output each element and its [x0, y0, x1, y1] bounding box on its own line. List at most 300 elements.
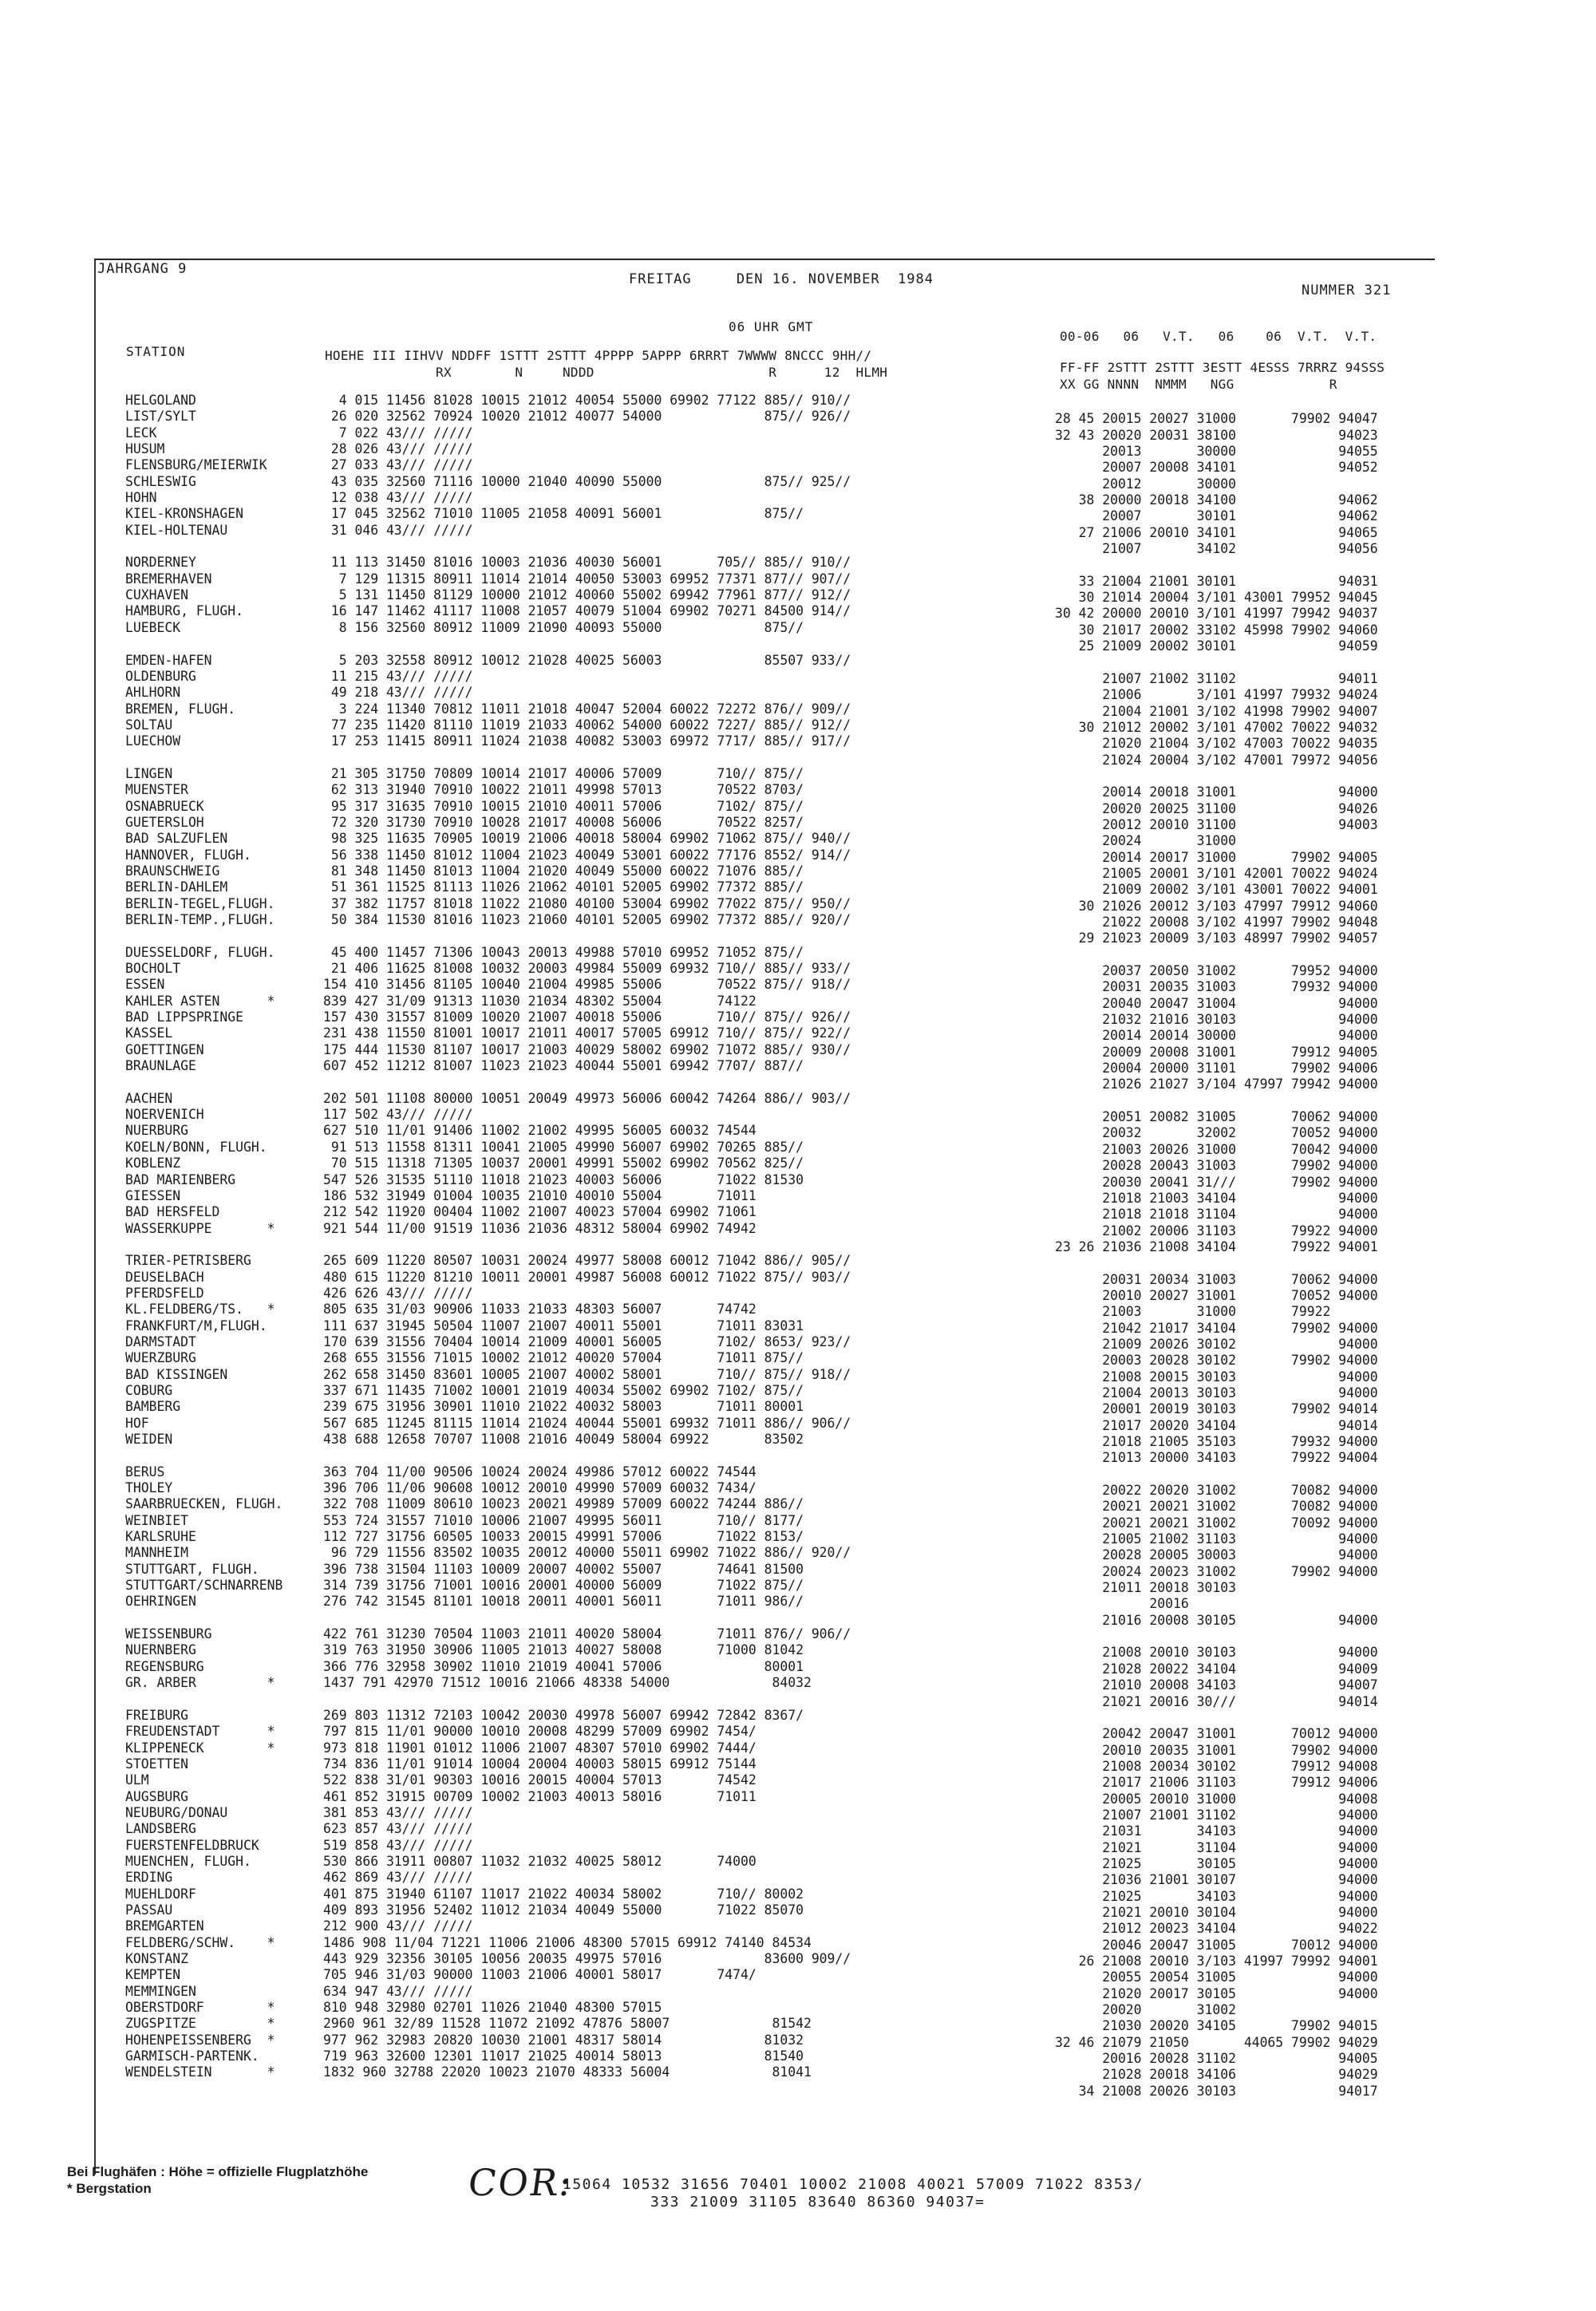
- observation-row: 810 948 32980 02701 11026 21040 48300 57015: [323, 2000, 662, 2016]
- volume-label: JAHRGANG 9: [97, 261, 188, 277]
- station-name: SOLTAU: [125, 717, 173, 733]
- supplementary-row: 21006 3/101 41997 79932 94024: [1055, 687, 1378, 703]
- observation-row: 921 544 11/00 91519 11036 21036 48312 58004 69902 74942: [323, 1220, 757, 1236]
- supplementary-row: 20031 20035 31003 79932 94000: [1055, 979, 1378, 995]
- observation-row: 443 929 32356 30105 10056 20035 49975 57016 83600 909//: [323, 1951, 851, 1966]
- observation-row: 634 947 43/// /////: [323, 1983, 473, 1999]
- station-name: LUEBECK: [125, 619, 181, 635]
- correction-line-1: 15064 10532 31656 70401 10002 21008 40021 57009 71022 8353/: [563, 2176, 1144, 2193]
- station-name: BREMGARTEN: [125, 1918, 204, 1934]
- station-name: KAHLER ASTEN *: [125, 993, 275, 1009]
- observation-row: [323, 928, 851, 944]
- supplementary-row: 21028 20018 34106 94029: [1055, 2067, 1378, 2083]
- supplementary-row: 20014 20014 30000 94000: [1055, 1028, 1378, 1044]
- supplementary-row: [1055, 655, 1378, 671]
- supplementary-row: [1055, 1093, 1378, 1109]
- station-name: BREMERHAVEN: [125, 571, 212, 587]
- supplementary-row: 21003 20026 31000 70042 94000: [1055, 1141, 1378, 1157]
- observation-row: 7 022 43/// /////: [323, 425, 473, 440]
- station-name: ESSEN: [125, 977, 165, 993]
- supplementary-row: 20016 20028 31102 94005: [1055, 2051, 1378, 2067]
- observation-row: 31 046 43/// /////: [323, 522, 473, 538]
- station-name: [125, 636, 282, 652]
- station-name: AHLHORN: [125, 685, 181, 701]
- observation-row: 27 033 43/// /////: [323, 457, 473, 473]
- station-name: FUERSTENFELDBRUCK: [125, 1837, 259, 1853]
- station-name: CUXHAVEN: [125, 587, 188, 603]
- observation-row: 396 706 11/06 90608 10012 20010 49990 57009 60032 7434/: [323, 1480, 757, 1496]
- station-name: BREMEN, FLUGH.: [125, 701, 236, 717]
- station-name: HUSUM: [125, 441, 165, 457]
- supplementary-row: 32 46 21079 21050 44065 79902 94029: [1055, 2034, 1378, 2050]
- observation-row: 21 305 31750 70809 10014 21017 40006 57009 710// 875//: [323, 765, 804, 781]
- observation-row: 530 866 31911 00807 11032 21032 40025 58012 74000: [323, 1853, 757, 1869]
- supplementary-row: 20055 20054 31005 94000: [1055, 1969, 1378, 1985]
- station-name: BAMBERG: [125, 1399, 181, 1415]
- supplementary-row: 20012 30000: [1055, 476, 1236, 492]
- station-name: DARMSTADT: [125, 1333, 196, 1349]
- supplementary-row: 21013 20000 34103 79922 94004: [1055, 1450, 1378, 1466]
- observation-row: 4 015 11456 81028 10015 21012 40054 55000 69902 77122 885// 910//: [323, 393, 851, 408]
- supplementary-row: 21025 30105 94000: [1055, 1855, 1378, 1871]
- station-name: [125, 1610, 282, 1626]
- station-name: BAD LIPPSPRINGE: [125, 1009, 244, 1025]
- supplementary-row: [1055, 1710, 1378, 1726]
- observation-row: 28 026 43/// /////: [323, 441, 473, 457]
- supplementary-row: 21002 20006 31103 79922 94000: [1055, 1223, 1378, 1238]
- station-list: [125, 393, 282, 2081]
- supplementary-row: 20031 20034 31003 70062 94000: [1055, 1271, 1378, 1287]
- station-name: STOETTEN: [125, 1756, 188, 1772]
- footnote-airports: Bei Flughäfen : Höhe = offizielle Flugplatzhöhe: [67, 2164, 369, 2179]
- observation-row: 154 410 31456 81105 10040 21004 49985 55006 70522 875// 918//: [323, 977, 851, 993]
- station-name: LECK: [125, 425, 157, 440]
- supplementary-row: [1055, 1629, 1378, 1645]
- observation-row: 56 338 11450 81012 11004 21023 40049 53001 60022 77176 8552/ 914//: [323, 847, 851, 863]
- supplementary-row: 21009 20026 30102 94000: [1055, 1336, 1378, 1352]
- station-name: HOHENPEISSENBERG *: [125, 2032, 275, 2048]
- station-name: SAARBRUECKEN, FLUGH.: [125, 1496, 283, 1512]
- observation-row: 438 688 12658 70707 11008 21016 40049 58004 69922 83502: [323, 1432, 804, 1447]
- station-name: BRAUNLAGE: [125, 1058, 196, 1074]
- supplementary-row: 20028 20005 30003 94000: [1055, 1547, 1378, 1563]
- observation-row: 719 963 32600 12301 11017 21025 40014 58013 81540: [323, 2048, 804, 2064]
- observation-row: 51 361 11525 81113 11026 21062 40101 52005 69902 77372 885//: [323, 879, 804, 895]
- supplementary-row: 21024 20004 3/102 47001 79972 94056: [1055, 752, 1378, 768]
- station-name: BAD HERSFELD: [125, 1204, 220, 1220]
- observation-row: 705 946 31/03 90000 11003 21006 40001 58017 7474/: [323, 1967, 757, 1983]
- supplementary-row: 20016: [1055, 1596, 1189, 1612]
- observation-row: 111 637 31945 50504 11007 21007 40011 55001 71011 83031: [323, 1317, 804, 1333]
- supplementary-row: 21017 20020 34104 94014: [1055, 1417, 1378, 1433]
- station-name: GUETERSLOH: [125, 814, 204, 830]
- observation-row: 462 869 43/// /////: [323, 1870, 473, 1886]
- supplementary-row: 21004 20013 30103 94000: [1055, 1385, 1378, 1400]
- observation-row: 276 742 31545 81101 10018 20011 40001 56011 71011 986//: [323, 1594, 804, 1610]
- station-name: COBURG: [125, 1382, 173, 1398]
- supplementary-row: [1055, 768, 1378, 784]
- station-name: BRAUNSCHWEIG: [125, 863, 220, 879]
- observation-row: 734 836 11/01 91014 10004 20004 40003 58015 69912 75144: [323, 1756, 757, 1772]
- supplementary-row: 21018 21018 31104 94000: [1055, 1207, 1378, 1223]
- observation-row: 175 444 11530 81107 10017 21003 40029 58002 69902 71072 885// 930//: [323, 1041, 851, 1057]
- supplementary-row: 20037 20050 31002 79952 94000: [1055, 963, 1378, 979]
- observation-row: 186 532 31949 01004 10035 21010 40010 55004 71011: [323, 1187, 757, 1203]
- supplementary-row: 20028 20043 31003 79902 94000: [1055, 1158, 1378, 1174]
- observation-row: 91 513 11558 81311 10041 21005 49990 56007 69902 70265 885//: [323, 1139, 804, 1155]
- observation-row: 553 724 31557 71010 10006 21007 49995 56011 710// 8177/: [323, 1512, 804, 1528]
- supplementary-row: 21028 20022 34104 94009: [1055, 1661, 1378, 1677]
- station-name: LINGEN: [125, 765, 173, 781]
- supplementary-row: 25 21009 20002 30101 94059: [1055, 638, 1378, 654]
- supplementary-row: 20051 20082 31005 70062 94000: [1055, 1109, 1378, 1125]
- station-name: OSNABRUECK: [125, 798, 204, 814]
- observation-row: 322 708 11009 80610 10023 20021 49989 57009 60022 74244 886//: [323, 1496, 804, 1512]
- right-column-header-1: FF-FF 2STTT 2STTT 3ESTT 4ESSS 7RRRZ 94SSS: [1060, 360, 1385, 375]
- station-name: GARMISCH-PARTENK.: [125, 2048, 259, 2064]
- date-label: FREITAG DEN 16. NOVEMBER 1984: [629, 271, 934, 287]
- station-name: NORDERNEY: [125, 555, 196, 571]
- supplementary-row: 30 21017 20002 33102 45998 79902 94060: [1055, 622, 1378, 638]
- station-name: DUESSELDORF, FLUGH.: [125, 944, 275, 960]
- observation-row: 212 542 11920 00404 11002 21007 40023 57004 69902 71061: [323, 1204, 757, 1220]
- supplementary-row: 21030 20020 34105 79902 94015: [1055, 2018, 1378, 2034]
- observation-row: 96 729 11556 83502 10035 20012 40000 55011 69902 71022 886// 920//: [323, 1545, 851, 1561]
- observation-row: 319 763 31950 30906 11005 21013 40027 58008 71000 81042: [323, 1642, 804, 1658]
- station-name: ERDING: [125, 1870, 173, 1886]
- supplementary-row: 29 21023 20009 3/103 48997 79902 94057: [1055, 930, 1378, 946]
- observation-row: 157 430 31557 81009 10020 21007 40018 55006 710// 875// 926//: [323, 1009, 851, 1025]
- observation-row: 363 704 11/00 90506 10024 20024 49986 57012 60022 74544: [323, 1464, 757, 1479]
- supplementary-row: 20022 20020 31002 70082 94000: [1055, 1483, 1378, 1499]
- supplementary-row: 21022 20008 3/102 41997 79902 94048: [1055, 915, 1378, 930]
- observation-row: [323, 539, 851, 555]
- observation-row: 262 658 31450 83601 10005 21007 40002 58001 710// 875// 918//: [323, 1366, 851, 1382]
- supplementary-row: 20024 20023 31002 79902 94000: [1055, 1563, 1378, 1579]
- station-name: FREUDENSTADT *: [125, 1724, 275, 1740]
- supplementary-row: 20046 20047 31005 70012 94000: [1055, 1937, 1378, 1953]
- observation-row: 396 738 31504 11103 10009 20007 40002 55007 74641 81500: [323, 1561, 804, 1577]
- supplementary-row: 21010 20008 34103 94007: [1055, 1677, 1378, 1693]
- supplementary-row: 21036 21001 30107 94000: [1055, 1872, 1378, 1888]
- observation-row: 366 776 32958 30902 11010 21019 40041 57006 80001: [323, 1658, 804, 1674]
- observation-row: 805 635 31/03 90906 11033 21033 48303 56007 74742: [323, 1302, 757, 1317]
- station-name: BERLIN-DAHLEM: [125, 879, 228, 895]
- station-name: MUEHLDORF: [125, 1886, 196, 1902]
- supplementary-row: 21031 34103 94000: [1055, 1823, 1378, 1839]
- station-name: WEISSENBURG: [125, 1626, 212, 1642]
- observation-row: 43 035 32560 71116 10000 21040 40090 55000 875// 925//: [323, 473, 851, 489]
- observation-row: 11 215 43/// /////: [323, 668, 473, 684]
- supplementary-row: 21007 34102 94056: [1055, 541, 1378, 557]
- observation-data: [323, 393, 851, 2081]
- station-name: MUENCHEN, FLUGH.: [125, 1853, 251, 1869]
- supplementary-row: 20013 30000 94055: [1055, 444, 1378, 460]
- observation-row: 1832 960 32788 22020 10023 21070 48333 56004 81041: [323, 2064, 812, 2080]
- right-column-header-0: 00-06 06 V.T. 06 06 V.T. V.T.: [1060, 329, 1377, 344]
- observation-row: 239 675 31956 30901 11010 21022 40032 58003 71011 80001: [323, 1399, 804, 1415]
- observation-row: [323, 636, 851, 652]
- observation-row: 409 893 31956 52402 11012 21034 40049 55000 71022 85070: [323, 1902, 804, 1918]
- station-name: WEINBIET: [125, 1512, 188, 1528]
- supplementary-row: 21003 31000 79922: [1055, 1304, 1331, 1320]
- station-name: HELGOLAND: [125, 393, 196, 408]
- observation-row: 11 113 31450 81016 10003 21036 40030 56001 705// 885// 910//: [323, 555, 851, 571]
- supplementary-row: 21007 21001 31102 94000: [1055, 1807, 1378, 1823]
- station-name: KEMPTEN: [125, 1967, 181, 1983]
- observation-row: 480 615 11220 81210 10011 20001 49987 56008 60012 71022 875// 903//: [323, 1269, 851, 1285]
- supplementary-row: 21008 20010 30103 94000: [1055, 1645, 1378, 1661]
- supplementary-row: 30 21026 20012 3/103 47997 79912 94060: [1055, 898, 1378, 914]
- observation-row: 8 156 32560 80912 11009 21090 40093 55000 875//: [323, 619, 804, 635]
- supplementary-row: 27 21006 20010 34101 94065: [1055, 524, 1378, 540]
- station-name: WUERZBURG: [125, 1350, 196, 1366]
- main-column-header-1: HOEHE III IIHVV NDDFF 1STTT 2STTT 4PPPP 5APPP 6RRRT 7WWWW 8NCCC 9HH//: [325, 348, 872, 363]
- supplementary-row: 20004 20000 31101 79902 94006: [1055, 1061, 1378, 1076]
- station-name: HAMBURG, FLUGH.: [125, 603, 244, 619]
- observation-row: [323, 1237, 851, 1253]
- supplementary-row: 20040 20047 31004 94000: [1055, 995, 1378, 1011]
- station-name: BOCHOLT: [125, 961, 181, 977]
- observation-row: 519 858 43/// /////: [323, 1837, 473, 1853]
- observation-row: 117 502 43/// /////: [323, 1107, 473, 1123]
- supplementary-row: 21021 20016 30/// 94014: [1055, 1693, 1378, 1709]
- station-name: STUTTGART, FLUGH.: [125, 1561, 259, 1577]
- supplementary-row: 21011 20018 30103: [1055, 1580, 1236, 1596]
- station-name: NUERNBERG: [125, 1642, 196, 1658]
- station-name: MUENSTER: [125, 782, 188, 798]
- supplementary-row: 20010 20035 31001 79902 94000: [1055, 1742, 1378, 1758]
- supplementary-row: 21020 21004 3/102 47003 70022 94035: [1055, 736, 1378, 752]
- observation-row: 21 406 11625 81008 10032 20003 49984 55009 69932 710// 885// 933//: [323, 961, 851, 977]
- supplementary-row: 21012 20023 34104 94022: [1055, 1921, 1378, 1937]
- supplementary-row: 21004 21001 3/102 41998 79902 94007: [1055, 703, 1378, 719]
- station-name: GR. ARBER *: [125, 1675, 275, 1691]
- observation-row: 17 253 11415 80911 11024 21038 40082 53003 69972 7717/ 885// 917//: [323, 733, 851, 749]
- supplementary-row: 21032 21016 30103 94000: [1055, 1012, 1378, 1028]
- supplementary-row: 20014 20018 31001 94000: [1055, 784, 1378, 800]
- station-name: OLDENBURG: [125, 668, 196, 684]
- station-name: NEUBURG/DONAU: [125, 1804, 228, 1820]
- supplementary-row: 21018 21003 34104 94000: [1055, 1190, 1378, 1206]
- observation-row: 37 382 11757 81018 11022 21080 40100 53004 69902 77022 875// 950//: [323, 895, 851, 911]
- station-name: MANNHEIM: [125, 1545, 188, 1561]
- station-name: KLIPPENECK *: [125, 1740, 275, 1756]
- observation-time: 06 UHR GMT: [729, 319, 814, 334]
- station-name: HOF: [125, 1415, 149, 1431]
- observation-row: 26 020 32562 70924 10020 21012 40077 54000 875// 926//: [323, 409, 851, 425]
- supplementary-row: 20012 20010 31100 94003: [1055, 816, 1378, 832]
- supplementary-row: [1055, 947, 1378, 963]
- station-name: KASSEL: [125, 1025, 173, 1041]
- observation-row: [323, 1074, 851, 1090]
- supplementary-row: 20021 20021 31002 70082 94000: [1055, 1499, 1378, 1515]
- supplementary-row: 20021 20021 31002 70092 94000: [1055, 1515, 1378, 1531]
- station-name: MEMMINGEN: [125, 1983, 196, 1999]
- station-name: FLENSBURG/MEIERWIK: [125, 457, 267, 473]
- observation-row: 268 655 31556 71015 10002 21012 40020 57004 71011 875//: [323, 1350, 804, 1366]
- right-column-header-2: XX GG NNNN NMMM NGG R: [1060, 377, 1337, 392]
- observation-row: 50 384 11530 81016 11023 21060 40101 52005 69902 77372 885// 920//: [323, 912, 851, 927]
- station-name: BERLIN-TEMP.,FLUGH.: [125, 912, 275, 927]
- station-name: REGENSBURG: [125, 1658, 204, 1674]
- supplementary-row: 20005 20010 31000 94008: [1055, 1791, 1378, 1807]
- supplementary-row: 30 21014 20004 3/101 43001 79952 94045: [1055, 590, 1378, 606]
- station-name: BAD KISSINGEN: [125, 1366, 228, 1382]
- supplementary-row: [1055, 1255, 1378, 1271]
- observation-row: 49 218 43/// /////: [323, 685, 473, 701]
- observation-row: 16 147 11462 41117 11008 21057 40079 51004 69902 70271 84500 914//: [323, 603, 851, 619]
- supplementary-row: 33 21004 21001 30101 94031: [1055, 573, 1378, 589]
- supplementary-row: 21021 20010 30104 94000: [1055, 1904, 1378, 1920]
- supplementary-row: 20030 20041 31/// 79902 94000: [1055, 1174, 1378, 1190]
- station-name: [125, 539, 282, 555]
- observation-row: 77 235 11420 81110 11019 21033 40062 54000 60022 7227/ 885// 912//: [323, 717, 851, 733]
- observation-row: 797 815 11/01 90000 10010 20008 48299 57009 69902 7454/: [323, 1724, 757, 1740]
- station-name: KOELN/BONN, FLUGH.: [125, 1139, 267, 1155]
- observation-row: 973 818 11901 01012 11006 21007 48307 57010 69902 7444/: [323, 1740, 757, 1756]
- station-name: GOETTINGEN: [125, 1041, 204, 1057]
- station-name: LANDSBERG: [125, 1821, 196, 1837]
- station-name: HOHN: [125, 490, 157, 506]
- observation-row: 977 962 32983 20820 10030 21001 48317 58014 81032: [323, 2032, 804, 2048]
- supplementary-row: 20001 20019 30103 79902 94014: [1055, 1401, 1378, 1417]
- observation-row: 70 515 11318 71305 10037 20001 49991 55002 69902 70562 825//: [323, 1156, 804, 1171]
- observation-row: 547 526 31535 51110 11018 21023 40003 56006 71022 81530: [323, 1171, 804, 1187]
- observation-row: 212 900 43/// /////: [323, 1918, 473, 1934]
- observation-row: 62 313 31940 70910 10022 21011 49998 57013 70522 8703/: [323, 782, 804, 798]
- station-name: BERUS: [125, 1464, 165, 1479]
- station-name: SCHLESWIG: [125, 473, 196, 489]
- station-name: NUERBURG: [125, 1123, 188, 1139]
- observation-row: [323, 1692, 851, 1708]
- station-name: LUECHOW: [125, 733, 181, 749]
- station-name: NOERVENICH: [125, 1107, 204, 1123]
- observation-row: 5 203 32558 80912 10012 21028 40025 56003 85507 933//: [323, 652, 851, 668]
- supplementary-row: 21020 20017 30105 94000: [1055, 1985, 1378, 2001]
- observation-row: 1437 791 42970 71512 10016 21066 48338 54000 84032: [323, 1675, 812, 1691]
- supplementary-row: 21009 20002 3/101 43001 70022 94001: [1055, 882, 1378, 898]
- supplementary-row: [1055, 557, 1378, 573]
- supplementary-row: 21017 21006 31103 79912 94006: [1055, 1775, 1378, 1791]
- station-name: TRIER-PETRISBERG: [125, 1253, 251, 1269]
- station-name: ULM: [125, 1772, 149, 1788]
- observation-row: 202 501 11108 80000 10051 20049 49973 56006 60042 74264 886// 903//: [323, 1090, 851, 1106]
- supplementary-row: 21007 21002 31102 94011: [1055, 670, 1378, 686]
- supplementary-row: 21026 21027 3/104 47997 79942 94000: [1055, 1076, 1378, 1092]
- observation-row: 7 129 11315 80911 11014 21014 40050 53003 69952 77371 877// 907//: [323, 571, 851, 587]
- supplementary-row: 21021 31104 94000: [1055, 1839, 1378, 1855]
- station-name: PFERDSFELD: [125, 1285, 204, 1301]
- supplementary-row: 30 21012 20002 3/101 47002 70022 94032: [1055, 719, 1378, 735]
- correction-mark: COR:: [465, 2161, 576, 2204]
- observation-row: 314 739 31756 71001 10016 20001 40000 56009 71022 875//: [323, 1578, 804, 1594]
- station-name: [125, 750, 282, 766]
- station-name: OEHRINGEN: [125, 1594, 196, 1610]
- station-name: [125, 1692, 282, 1708]
- observation-row: 401 875 31940 61107 11017 21022 40034 58002 710// 80002: [323, 1886, 804, 1902]
- supplementary-row: 20014 20017 31000 79902 94005: [1055, 849, 1378, 865]
- observation-row: 461 852 31915 00709 10002 21003 40013 58016 71011: [323, 1788, 757, 1804]
- observation-row: 269 803 11312 72103 10042 20030 49978 56007 69942 72842 8367/: [323, 1707, 804, 1723]
- station-name: WEIDEN: [125, 1432, 173, 1447]
- station-name: [125, 928, 282, 944]
- supplementary-row: 20020 20025 31100 94026: [1055, 800, 1378, 816]
- supplementary-row: [1055, 395, 1378, 411]
- station-name: FREIBURG: [125, 1707, 188, 1723]
- station-name: KONSTANZ: [125, 1951, 188, 1966]
- footnote-mountain-station: * Bergstation: [67, 2181, 152, 2196]
- observation-row: 381 853 43/// /////: [323, 1804, 473, 1820]
- observation-row: 337 671 11435 71002 10001 21019 40034 55002 69902 7102/ 875//: [323, 1382, 804, 1398]
- station-name: KIEL-HOLTENAU: [125, 522, 228, 538]
- supplementary-row: 30 42 20000 20010 3/101 41997 79942 94037: [1055, 606, 1378, 622]
- station-name: OBERSTDORF *: [125, 2000, 275, 2016]
- station-name: BAD MARIENBERG: [125, 1171, 236, 1187]
- observation-row: 12 038 43/// /////: [323, 490, 473, 506]
- station-name: AUGSBURG: [125, 1788, 188, 1804]
- station-name: GIESSEN: [125, 1187, 181, 1203]
- station-name: FRANKFURT/M,FLUGH.: [125, 1317, 267, 1333]
- supplementary-row: 21008 20034 30102 79912 94008: [1055, 1758, 1378, 1774]
- station-name: WENDELSTEIN *: [125, 2064, 275, 2080]
- supplementary-row: 28 45 20015 20027 31000 79902 94047: [1055, 411, 1378, 427]
- station-name: FELDBERG/SCHW. *: [125, 1934, 275, 1950]
- supplementary-data: [1055, 395, 1378, 2100]
- station-name: [125, 1448, 282, 1464]
- supplementary-row: 20007 30101 94062: [1055, 508, 1378, 524]
- observation-row: 45 400 11457 71306 10043 20013 49988 57010 69952 71052 875//: [323, 944, 804, 960]
- observation-row: 72 320 31730 70910 10028 21017 40008 56006 70522 8257/: [323, 814, 804, 830]
- supplementary-row: 21005 21002 31103 94000: [1055, 1531, 1378, 1547]
- observation-row: 422 761 31230 70504 11003 21011 40020 58004 71011 876// 906//: [323, 1626, 851, 1642]
- station-name: BAD SALZUFLEN: [125, 831, 228, 847]
- observation-row: 265 609 11220 80507 10031 20024 49977 58008 60012 71042 886// 905//: [323, 1253, 851, 1269]
- supplementary-row: 20009 20008 31001 79912 94005: [1055, 1044, 1378, 1060]
- station-name: [125, 1074, 282, 1090]
- observation-row: 522 838 31/01 90303 10016 20015 40004 57013 74542: [323, 1772, 757, 1788]
- observation-row: 3 224 11340 70812 11011 21018 40047 52004 60022 72272 876// 909//: [323, 701, 851, 717]
- station-name: KIEL-KRONSHAGEN: [125, 506, 244, 522]
- station-name: WASSERKUPPE *: [125, 1220, 275, 1236]
- station-name: STUTTGART/SCHNARRENB: [125, 1578, 283, 1594]
- observation-row: 231 438 11550 81001 10017 21011 40017 57005 69912 710// 875// 922//: [323, 1025, 851, 1041]
- observation-row: 17 045 32562 71010 11005 21058 40091 56001 875//: [323, 506, 804, 522]
- observation-row: 627 510 11/01 91406 11002 21002 49995 56005 60032 74544: [323, 1123, 757, 1139]
- observation-row: 839 427 31/09 91313 11030 21034 48302 55004 74122: [323, 993, 757, 1009]
- main-column-header-2: RX N NDDD R 12 HLMH: [325, 365, 888, 380]
- supplementary-row: 32 43 20020 20031 38100 94023: [1055, 427, 1378, 443]
- station-name: KL.FELDBERG/TS. *: [125, 1302, 275, 1317]
- supplementary-row: 21018 21005 35103 79932 94000: [1055, 1434, 1378, 1449]
- observation-row: 623 857 43/// /////: [323, 1821, 473, 1837]
- station-name: PASSAU: [125, 1902, 173, 1918]
- supplementary-row: [1055, 1467, 1378, 1483]
- observation-row: 5 131 11450 81129 10000 21012 40060 55002 69942 77961 877// 912//: [323, 587, 851, 603]
- supplementary-row: 21025 34103 94000: [1055, 1888, 1378, 1904]
- observation-row: 98 325 11635 70905 10019 21006 40018 58004 69902 71062 875// 940//: [323, 831, 851, 847]
- station-column-header: STATION: [126, 344, 186, 359]
- observation-row: [323, 1610, 851, 1626]
- supplementary-row: 38 20000 20018 34100 94062: [1055, 492, 1378, 508]
- station-name: ZUGSPITZE *: [125, 2016, 275, 2032]
- observation-row: 81 348 11450 81013 11004 21020 40049 55000 60022 71076 885//: [323, 863, 804, 879]
- station-name: EMDEN-HAFEN: [125, 652, 212, 668]
- observation-row: 607 452 11212 81007 11023 21023 40044 55001 69942 7707/ 887//: [323, 1058, 804, 1074]
- supplementary-row: 20010 20027 31001 70052 94000: [1055, 1287, 1378, 1303]
- station-name: THOLEY: [125, 1480, 173, 1496]
- supplementary-row: 23 26 21036 21008 34104 79922 94001: [1055, 1238, 1378, 1254]
